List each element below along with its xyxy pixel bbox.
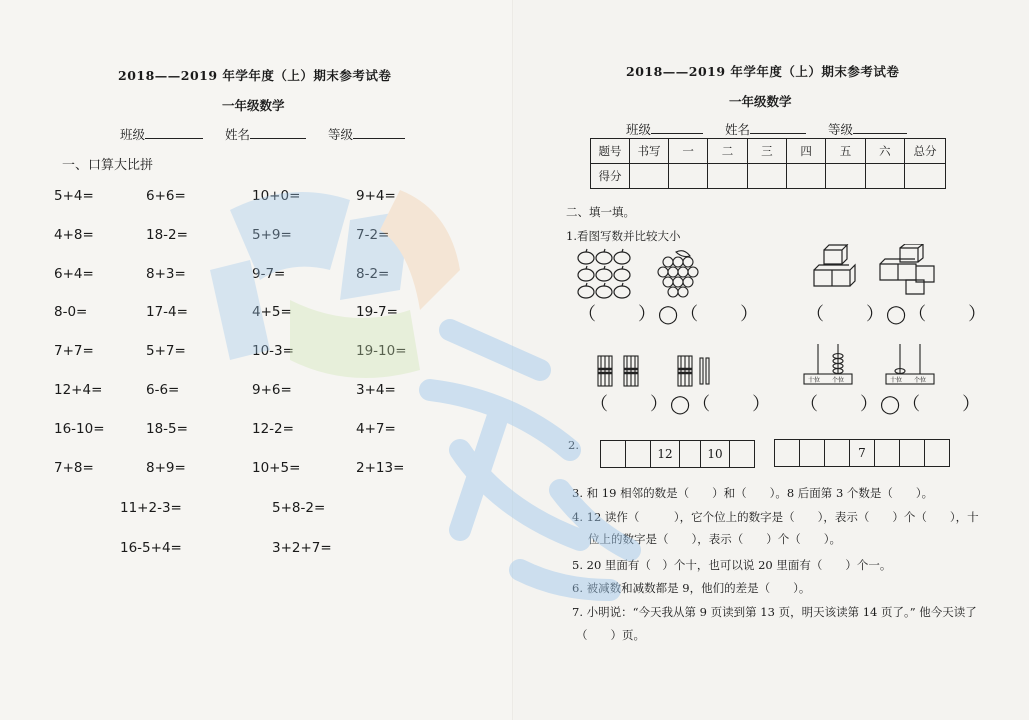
math-problem: 18-2= [146,226,188,243]
cubes-illustration [810,244,940,298]
score-header-cell: 三 [747,139,786,164]
score-table [590,138,946,189]
math-problem: 10+5= [252,459,301,476]
math-problem-mixed: 3+2+7= [272,540,332,556]
section-1-title: 一、口算大比拼 [62,158,154,173]
math-problem: 5+9= [252,226,292,243]
exam-title-right: 2018——2019 年学年度（上）期末参考试卷 [626,64,900,79]
math-problem-mixed: 16-5+4= [120,540,182,556]
class-label: 班级 [120,127,146,142]
question-7-line-1: 7. 小明说：“今天我从第 9 页读到第 13 页，明天该读第 14 页了。” 他今天读了 [572,605,977,619]
math-problem: 8+3= [146,265,186,282]
exam-subtitle-right: 一年级数学 [729,94,792,109]
math-problem: 18-5= [146,420,188,437]
exam-title: 2018——2019 年学年度（上）期末参考试卷 [118,68,392,83]
math-problem: 4+8= [54,226,94,243]
number-box[interactable] [800,440,825,466]
math-problem: 10-3= [252,343,294,360]
math-problem: 3+4= [356,382,396,398]
apple-icon [596,283,612,298]
score-header-cell: 书写 [630,139,669,164]
stick-bundle-icon [598,356,612,386]
abacus-label: 个位 [914,377,927,384]
student-info-row [120,125,405,143]
apple-icon [578,266,594,281]
score-cell[interactable] [630,164,669,189]
question-4-line-2: 位上的数字是（ ），表示（ ）个（ ）。 [588,532,841,546]
question-3: 3. 和 19 相邻的数是（ ）和（ ）。8 后面第 3 个数是（ ）。 [572,486,934,500]
math-problem: 4+5= [252,304,292,321]
stick-bundles-illustration [594,354,724,390]
stick-bundle-icon [678,356,692,386]
math-problem: 17-4= [146,304,188,321]
number-box[interactable] [730,441,754,467]
math-problem: 6+6= [146,188,186,204]
name-blank[interactable] [250,126,306,139]
abacus-label: 个位 [832,377,845,384]
score-cell[interactable] [826,164,865,189]
single-stick-icon [700,358,709,384]
math-problem: 12-2= [252,420,294,437]
number-sequence-row-2 [774,439,950,467]
grade-blank[interactable] [353,126,405,139]
abacus-label: 十位 [890,377,903,384]
apple-icon [614,266,630,281]
math-problem: 9+6= [252,382,292,398]
student-info-row-right [626,120,907,138]
question-5: 5. 20 里面有（ ）个十，也可以说 20 里面有（ ）个一。 [572,558,892,572]
math-problem: 7+8= [54,459,94,476]
number-sequence-row-1 [600,440,755,468]
cube-stack-icon [880,244,934,294]
number-box[interactable] [825,440,850,466]
math-problem: 19-7= [356,304,398,321]
name-label: 姓名 [724,122,750,137]
grade-label: 等级 [327,127,353,142]
math-problem: 12+4= [54,382,103,398]
left-exam-page [0,0,514,720]
question-7-line-2: （ ）页。 [576,628,645,642]
name-blank[interactable] [750,121,806,134]
score-cell[interactable] [747,164,786,189]
compare-blank-4[interactable]: （ ）◯（ ） [800,394,983,415]
score-row-label: 得分 [591,164,630,189]
score-header-cell: 一 [669,139,708,164]
apple-icon [596,249,612,264]
math-problem: 8+9= [146,459,186,476]
score-table-score-row [591,164,946,189]
section-2-title: 二、填一填。 [566,205,635,219]
apple-icon [614,249,630,264]
abacus-label: 十位 [808,377,821,384]
name-label: 姓名 [224,127,250,142]
math-problem: 9+4= [356,188,396,204]
math-problem: 9-7= [252,265,286,282]
math-problem: 16-10= [54,420,105,437]
apple-icon [614,283,630,298]
class-blank[interactable] [145,126,203,139]
class-label: 班级 [626,122,652,137]
number-box: 12 [651,441,680,467]
apple-icon [596,266,612,281]
math-problem: 2+13= [356,459,405,476]
number-box[interactable] [900,440,925,466]
number-box[interactable] [601,441,626,467]
score-cell[interactable] [865,164,904,189]
number-box: 10 [701,441,730,467]
number-box[interactable] [680,441,701,467]
question-4-line-1: 4. 12 读作（ ），它个位上的数字是（ ），表示（ ）个（ ），十 [572,510,979,524]
math-problem: 5+4= [54,188,94,204]
apple-icon [578,249,594,264]
number-box[interactable] [626,441,651,467]
math-problem: 4+7= [356,420,396,437]
score-header-cell: 四 [786,139,825,164]
math-problem: 6-6= [146,382,180,398]
score-header-cell: 题号 [591,139,630,164]
compare-blank-3[interactable]: （ ）◯（ ） [590,394,773,415]
math-problem: 8-2= [356,265,390,282]
grade-blank[interactable] [853,121,907,134]
math-problem: 10+0= [252,188,301,204]
score-cell[interactable] [708,164,747,189]
score-cell[interactable] [905,164,946,189]
question-6: 6. 被减数和减数都是 9，他们的差是（ ）。 [572,581,811,595]
math-problem-mixed: 5+8-2= [272,500,326,516]
cube-stack-icon [814,245,855,286]
grapes-icon [658,251,698,297]
score-cell[interactable] [786,164,825,189]
right-exam-page [514,0,1029,720]
score-table-header-row [591,139,946,164]
question-2-label: 2. [568,438,579,452]
question-1-prompt: 1.看图写数并比较大小 [566,229,681,243]
math-problem: 7+7= [54,343,94,360]
score-cell[interactable] [669,164,708,189]
apples-and-grapes-illustration [576,248,716,300]
math-problem: 5+7= [146,343,186,360]
math-problem: 6+4= [54,265,94,282]
math-problem-mixed: 11+2-3= [120,500,182,516]
abacus-illustration [800,342,940,388]
math-problem: 7-2= [356,226,390,243]
score-header-cell: 总分 [905,139,946,164]
score-header-cell: 五 [826,139,865,164]
math-problem: 8-0= [54,304,88,321]
compare-blank-2[interactable]: （ ）◯（ ） [806,304,989,325]
number-box: 7 [850,440,875,466]
grade-label: 等级 [827,122,853,137]
number-box[interactable] [925,440,949,466]
apple-icon [578,283,594,298]
stick-bundle-icon [624,356,638,386]
exam-subtitle: 一年级数学 [222,98,285,113]
compare-blank-1[interactable]: （ ）◯（ ） [578,304,761,325]
math-problem: 19-10= [356,343,407,360]
number-box[interactable] [875,440,900,466]
number-box[interactable] [775,440,800,466]
score-header-cell: 二 [708,139,747,164]
class-blank[interactable] [651,121,703,134]
score-header-cell: 六 [865,139,904,164]
